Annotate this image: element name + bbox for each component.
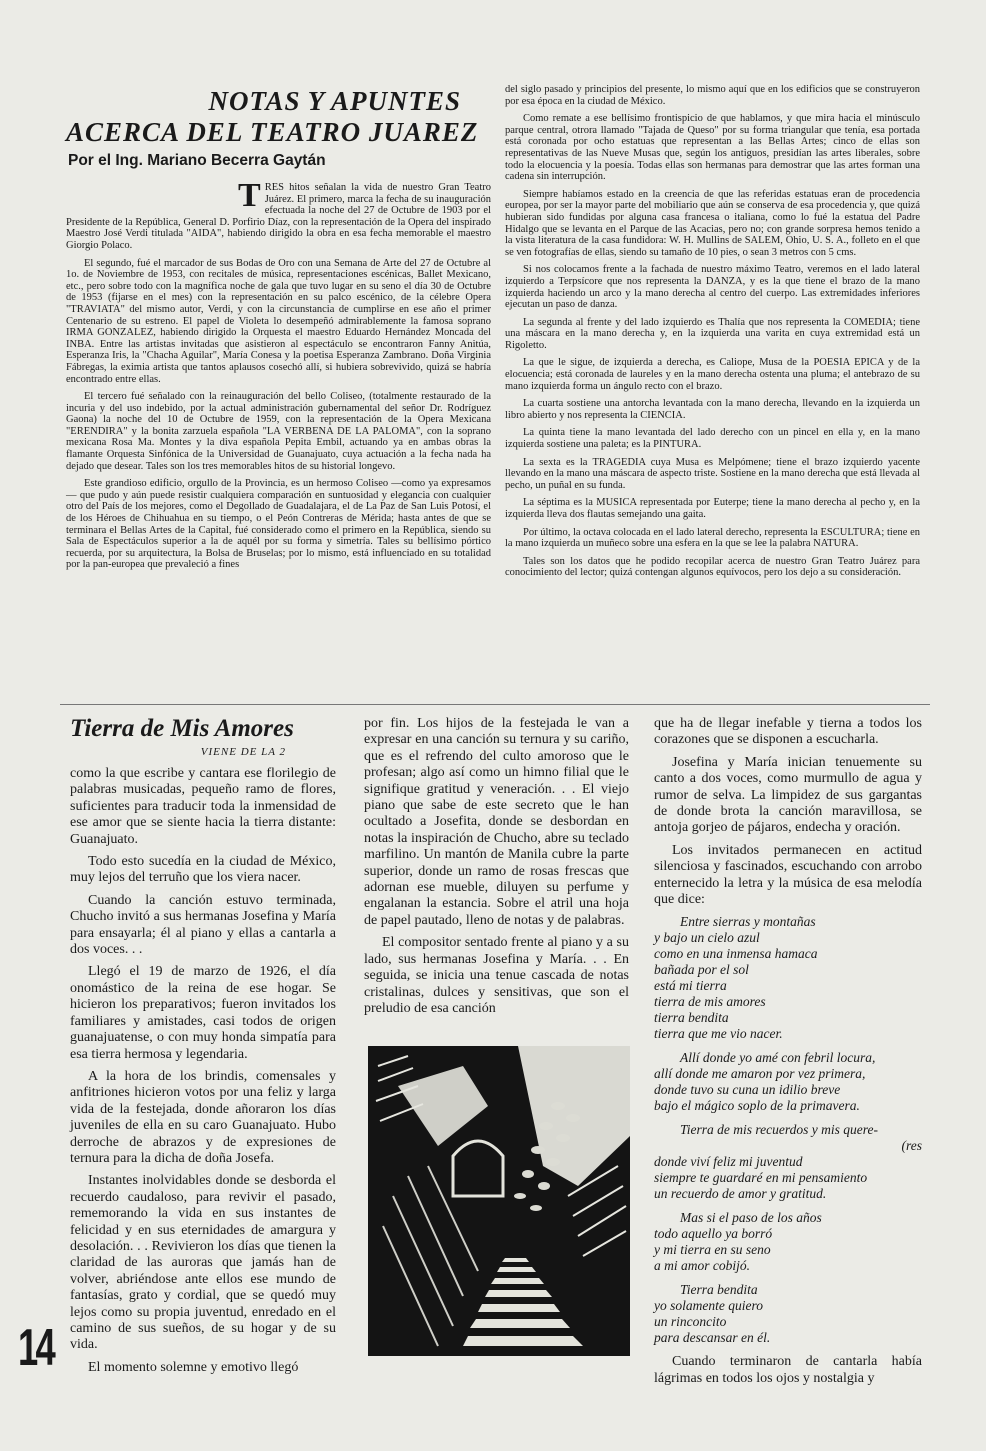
article1-paragraph-r3: Siempre habíamos estado en la creencia de que las referidas estatuas eran de procedencia europea, por ser la mayor parte del mobiliario que aún se conserva de esa procedencia y, que quizá hubieran sido fundidas por alguna casa francesa o italiana, como lo fué la estatua del Padre Hidalgo que se levanta en el Parque de las Acacias, pero no; con grande sorpresa hemos tenido a la vista literatura de la casa fundidora: W. H. Mullins de SALEM, Ohio, U. S. A., folleto en el que se ven fotografías de ellas, siendo su tamaño de 10 pies, o sean 3 metros con 5 cms. [505,188,920,258]
poem-line: tierra de mis amores [654,994,766,1010]
article2-paragraph-l3: Cuando la canción estuvo terminada, Chucho invitó a sus hermanas Josefina y María para ensayarla; él al piano y ellas a cantarla a dos voces. . . [70,892,336,958]
poem-line: Tierra bendita [680,1282,758,1298]
poem-line: donde tuvo su cuna un idilio breve [654,1082,841,1098]
article1-paragraph-2: El segundo, fué el marcador de sus Bodas de Oro con una Semana de Arte del 27 de Octubre al 1o. de Noviembre de 1953, con recitales de música, representaciones escénicas, Ballet Mexicano, etc., pero sobre todo con la magnífica noche de gala que tuvo lugar en su seno el día 30 de Octubre de 1953 (fijarse en el mes) con la representación en su palco escénico, de la célebre Opera "TRAVIATA" del mismo autor, Verdi, y con la circunstancia de cumplirse en ese año el primer Centenario de su estreno. El papel de Violeta lo desempeñó admirablemente la famosa soprano IRMA GONZALEZ, habiendo dirigido la Orquesta el maestro Eduardo Hernández Moncada del INBA. Entre las artistas invitadas que asistieron al espectáculo se encontraron Fanny Anitúa, Esperanza Iris, la "Chacha Aguilar", María Conesa y la poetisa Esperanza Zambrano. Doña Virginia Fábregas, la eximia artista que tantos aplausos cosechó allí, si hubiera sobrevivido, quizá se habría encontrado entre ellas. [66,257,491,385]
article2-paragraph-m1: por fin. Los hijos de la festejada le van a expresar en una canción su ternura y su cariño, que es el refrendo del culto amoroso que le profesan; algo así como un himno filial que le signifique gratitud y veneración. . . El viejo piano que sabe de este secreto que le han ocultado a Josefita, donde se desbordan en notas la inspiración de Chucho, abre su teclado marfilino. Un mantón de Manila cubre la parte superior, donde un ramo de rosas frescas que adornan ese mueble, diluyen su perfume y engalanan la estancia. Sobre el atril una hoja de papel pautado, lleno de notas y de palabras. [364,716,629,928]
article1-paragraph-r11: Por último, la octava colocada en el lado lateral derecho, representa la ESCULTURA; tiene en la mano izquierda un muñeco sobre una esfera en la que se lee la palabra NATURA. [505,526,920,550]
article1-byline: Por el Ing. Mariano Becerra Gaytán [68,152,326,169]
article1-paragraph-r6: La que le sigue, de izquierda a derecha, es Caliope, Musa de la POESIA EPICA y de la elocuencia; está coronada de laureles y en la mano derecha ostenta una pluma; el antebrazo de su mano izquierda forma un ángulo recto con el brazo. [505,357,920,392]
poem-stanza-2 [654,1050,922,1114]
poem-line: y bajo un cielo azul [654,930,760,946]
poem-line: para descansar en él. [654,1330,771,1346]
poem-line: un recuerdo de amor y gratitud. [654,1186,827,1202]
article1-paragraph-r4: Si nos colocamos frente a la fachada de nuestro máximo Teatro, veremos en el lado lateral izquierdo a Terpsícore que nos representa la DANZA, y es la que tiene el brazo de la mano izquierda haciendo un arco y la mano derecha al centro del cuerpo. Las extremidades inferiores ejecutan un paso de danza. [505,264,920,311]
article2-middle-column [364,716,629,1034]
poem-line: allí donde me amaron por vez primera, [654,1066,866,1082]
poem-line: tierra bendita [654,1010,729,1026]
article1-paragraph-4: Este grandioso edificio, orgullo de la Provincia, es un hermoso Coliseo —como ya expresamos— que pudo y aún puede resistir cualquiera comparación en suntuosidad y elegancia con cualquier otro del País de los mejores, como el Degollado de Guadalajara, el de La Paz de San Luis Potosí, el de los Héroes de Chihuahua en su tiempo, o el Peón Contreras de Mérida; hasta antes de que se terminara el Bellas Artes de la Capital, fué considerado como el primero en la República, siendo su Sala de Espectáculos superior a la de aquél por su forma y simetría. Tales su bellísimo pórtico recuerda, por su arquitectura, la Bolsa de Bruselas; por lo mismo, está influenciado en su totalidad por la pan-europea que prevaleció a fines [66,478,491,571]
article2-left-column [70,714,336,1374]
article1-paragraph-r2: Como remate a ese bellísimo frontispicio de que hablamos, y que mira hacia el minúsculo parque central, otrora llamado "Tajada de Queso" por su forma triangular que tenía, esa portada está coronada por ocho estatuas que representan a las Bellas Artes; cinco de ellas son representativas de las Nueve Musas que, según los antiguos, presidían las artes liberales, sobre todo la elocuencia y la poesía. Todas ellas son hermanas para demostrar que las artes forman una cadena sin interrupción. [505,113,920,183]
poem-line: siempre te guardaré en mi pensamiento [654,1170,868,1186]
article1-paragraph-r1: del siglo pasado y principios del presente, lo mismo aquí que en los edificios que se construyeron por esa época en la ciudad de México. [505,84,920,107]
poem-stanza-5 [654,1282,922,1346]
poem-line: está mi tierra [654,978,727,994]
article1-paragraph-r12: Tales son los datos que he podido recopilar acerca de nuestro Gran Teatro Juárez para conocimiento del lector; quizá contengan algunos equívocos, pero los dejo a su consideración. [505,555,920,579]
article2-title: Tierra de Mis Amores [70,715,294,742]
article2-paragraph-l2: Todo esto sucedía en la ciudad de México, muy lejos del terruño que los viera nacer. [70,854,336,886]
section-divider [60,704,930,705]
article2-paragraph-c1: que ha de llegar inefable y tierna a todos los corazones que se disponen a escucharla. [654,716,922,748]
article1-paragraph-1 [66,177,491,252]
poem-line: todo aquello ya borró [654,1226,773,1242]
poem-line: tierra que me vio nacer. [654,1026,783,1042]
article1-left-column [66,84,491,694]
poem-stanza-4 [654,1210,922,1274]
article2-paragraph-l7: El momento solemne y emotivo llegó [88,1359,299,1375]
article1-right-column [505,84,920,694]
article1-paragraph-r10: La séptima es la MUSICA representada por Euterpe; tiene la mano derecha al pecho y, en la izquierda lleva dos flautas semejando una gaita. [505,497,920,520]
article1-title-line2: ACERCA DEL TEATRO JUAREZ [66,117,479,147]
article1-paragraph-r9: La sexta es la TRAGEDIA cuya Musa es Melpómene; tiene el brazo izquierdo yacente llevando en la mano una máscara de aspecto triste. Sostiene en la mano derecha que está llevada al pecho, un puñal en su funda. [505,456,920,491]
poem-stanza-3 [654,1122,922,1202]
page-number: 14 [18,1319,53,1377]
article1-p1-text: RES hitos señalan la vida de nuestro Gran Teatro Juárez. El primero, marca la fecha de su inauguración efectuada la noche del 27 de Octubre de 1903 por el Presidente de la República, General D. Porfirio Díaz, con la representación de la Opera del inspirado Maestro José Verdi titulada "AIDA", habiendo dirigido la obra en esa fecha memorable el maestro Giorgio Polaco. [66,182,491,251]
article2-paragraph-c3: Los invitados permanecen en actitud silenciosa y fascinados, escuchando con arrobo enternecido la letra y la música de esa melodía que dice: [654,842,922,908]
article1-paragraph-r5: La segunda al frente y del lado izquierdo es Thalía que nos representa la COMEDIA; tiene una máscara en la mano derecha y, en la izquierda una varita en cuya extremidad está un Rigoletto. [505,316,920,351]
poem-line: Tierra de mis recuerdos y mis quere- [680,1122,878,1138]
article2-paragraph-l1: como la que escribe y cantara ese florilegio de palabras musicadas, pequeño ramo de flores, suficientes para traducir toda la inmensidad de ese amor que se siente hacia la tierra distante: Guanajuato. [70,766,336,847]
poem-line: como en una inmensa hamaca [654,946,818,962]
poem-line: (res [901,1138,922,1154]
poem-line: bañada por el sol [654,962,749,978]
poem-line: Mas si el paso de los años [680,1210,822,1226]
poem-line: y mi tierra en su seno [654,1242,771,1258]
article2-paragraph-l5: A la hora de los brindis, comensales y anfitriones hicieron votos por una feliz y larga vida de la festejada, donde añoraron los días juveniles de ella en su caro Guanajuato. Hubo derroche de abrazos y de expresiones de ternura para la dicha de doña Josefa. [70,1068,336,1166]
poem-stanza-1 [654,914,922,1042]
poem-line: un rinconcito [654,1314,727,1330]
poem-line: bajo el mágico soplo de la primavera. [654,1098,860,1114]
poem-line: yo solamente quiero [654,1298,763,1314]
article2-paragraph-m2: El compositor sentado frente al piano y a su lado, sus hermanas Josefina y María. . . En seguida, se inicia una tenue cascada de notas cristalinas, dulces y sensitivas, que son el preludio de esa canción [364,935,629,1016]
article1-title-line1: NOTAS Y APUNTES [208,86,461,116]
article1-dropcap: T [238,177,261,214]
article2-continued-note: VIENE DE LA 2 [200,746,286,758]
article1-paragraph-r8: La quinta tiene la mano levantada del lado derecho con un pincel en ella y, en la mano izquierda sostiene una paleta; es la PINTURA. [505,427,920,451]
poem-line: Allí donde yo amé con febril locura, [680,1050,876,1066]
article2-paragraph-c4: Cuando terminaron de cantarla había lágrimas en todos los ojos y nostalgia y [654,1354,922,1386]
poem-line: Entre sierras y montañas [680,914,816,930]
article1-paragraph-r7: La cuarta sostiene una antorcha levantada con la mano derecha, llevando en la izquierda un libro abierto y nos representa la CIENCIA. [505,398,920,421]
woodcut-illustration [368,1046,630,1356]
article2-paragraph-l6: Instantes inolvidables donde se desborda el recuerdo caudaloso, para revivir el pasado, rememorando la vida en sus instantes de felicidad y en sus eternidades de amargura y desolación. . . Revivieron los días que tienen la claridad de las auroras que jamás han de volver, abriéndose ante ellos ese mundo de fantasías, grato y cordial, que se quedó muy lejos como su propia juventud, enredado en el camino de sus sueños, de su hogar y de su vida. [70,1173,336,1353]
article2-paragraph-c2: Josefina y María inician tenuemente su canto a dos voces, como murmullo de agua y rumor de selva. La limpidez de sus gargantas de donde brota la canción maravillosa, se antoja gorjeo de pájaros, endecha y oración. [654,754,922,836]
poem-line: donde viví feliz mi juventud [654,1154,803,1170]
article2-right-column [654,716,922,1386]
article2-paragraph-l4: Llegó el 19 de marzo de 1926, el día onomástico de la reina de ese hogar. Se hicieron los preparativos; fueron invitados los familiares y amistades, casi todos de origen guanajuatense, o con muy honda simpatía para esa tierra hermosa y legendaria. [70,964,336,1062]
poem-line: a mi amor cobijó. [654,1258,750,1274]
article1-paragraph-3: El tercero fué señalado con la reinauguración del bello Coliseo, (totalmente restaurado de la incuria y del uso indebido, por la actual administración gubernamental del señor Dr. Rodríguez Gaona) la noche del 10 de Octubre de 1959, con la representación de la Opera Mexicana "ERENDIRA" y la bonita zarzuela española "LA VERBENA DE LA PALOMA", con la soprano mexicana Rosa Ma. Montes y la diva española Pepita Embil, actuando ya en ambas obras la flamante Orquesta Sinfónica de la Universidad de Guanajuato, cuya actuación a la fecha nada ha dejado que desear. Tales son los tres memorables hitos de su historial longevo. [66,391,491,472]
